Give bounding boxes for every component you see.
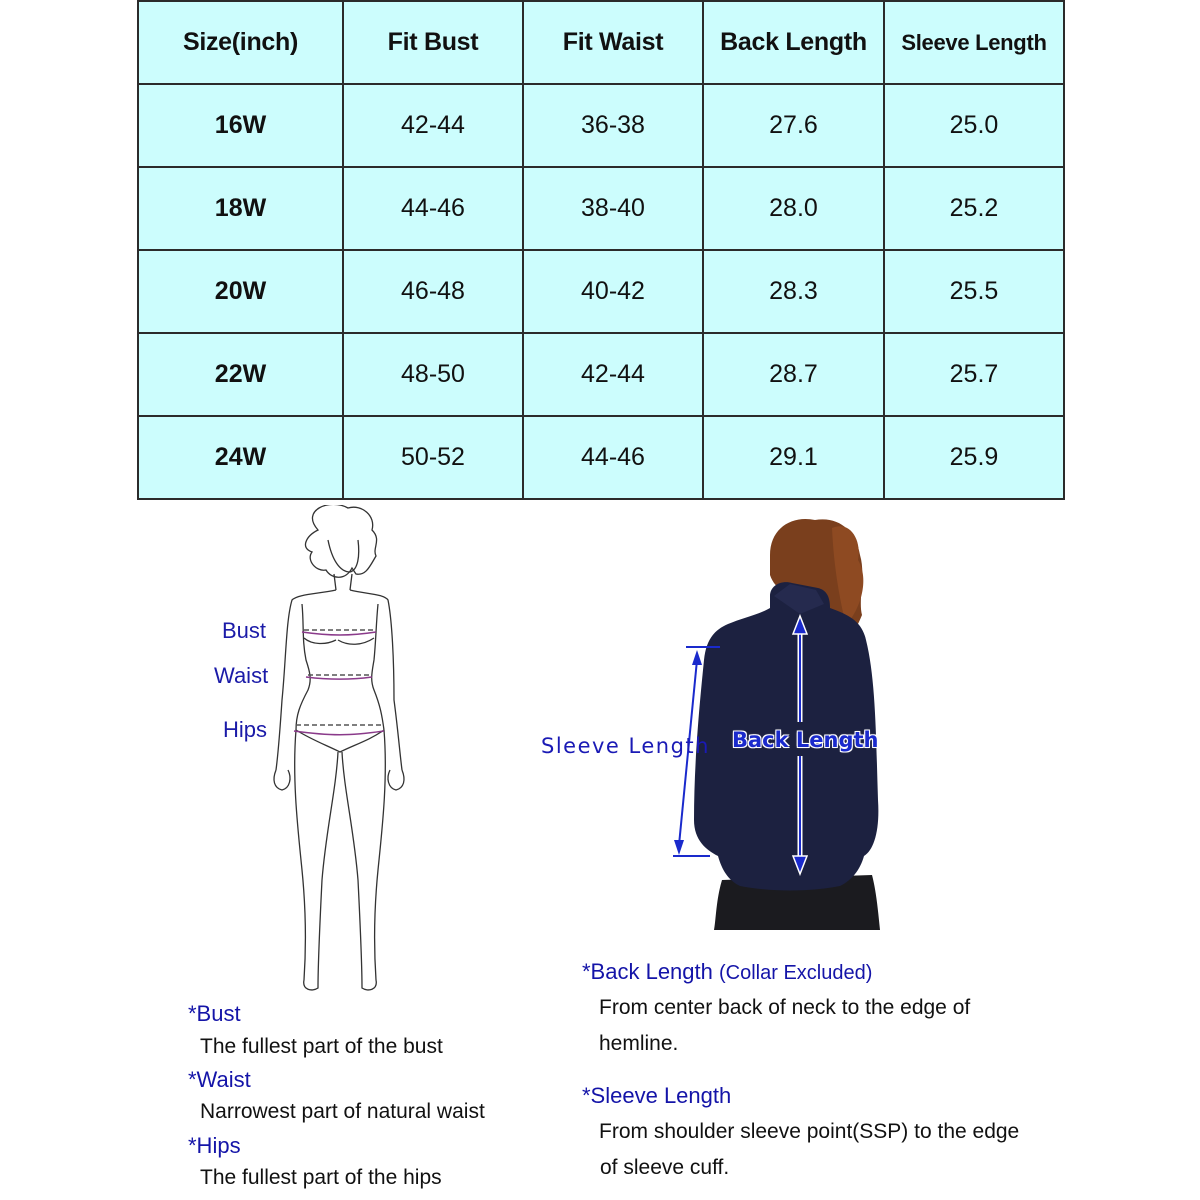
cell-fit-waist: 38-40 xyxy=(523,167,703,250)
cell-back-length: 27.6 xyxy=(703,84,884,167)
header-fit-bust: Fit Bust xyxy=(343,1,523,84)
cell-back-length: 29.1 xyxy=(703,416,884,499)
back-length-definition-line-2: hemline. xyxy=(599,1032,679,1055)
cell-size: 16W xyxy=(138,84,343,167)
back-length-definition-line-1: From center back of neck to the edge of xyxy=(599,996,971,1019)
sleeve-length-photo-label: Sleeve Length xyxy=(541,734,710,758)
hips-definition-title: *Hips xyxy=(188,1133,241,1158)
header-sleeve-length: Sleeve Length xyxy=(884,1,1064,84)
back-length-definition-subtitle: (Collar Excluded) xyxy=(719,962,873,984)
cell-fit-waist: 44-46 xyxy=(523,416,703,499)
waist-definition-text: Narrowest part of natural waist xyxy=(200,1100,485,1123)
table-row xyxy=(138,167,1064,250)
table-row xyxy=(138,84,1064,167)
hips-label: Hips xyxy=(223,717,268,742)
table-header-row xyxy=(138,1,1064,84)
cell-sleeve-length: 25.7 xyxy=(884,333,1064,416)
body-figure-illustration xyxy=(270,505,420,1000)
back-length-photo-label: Back Length xyxy=(732,728,879,752)
cell-sleeve-length: 25.2 xyxy=(884,167,1064,250)
cell-fit-bust: 42-44 xyxy=(343,84,523,167)
hips-definition-text: The fullest part of the hips xyxy=(200,1166,442,1189)
jacket-back-photo xyxy=(530,510,950,930)
cell-sleeve-length: 25.5 xyxy=(884,250,1064,333)
cell-fit-waist: 42-44 xyxy=(523,333,703,416)
size-chart-table xyxy=(137,0,1065,500)
cell-sleeve-length: 25.0 xyxy=(884,84,1064,167)
cell-fit-bust: 44-46 xyxy=(343,167,523,250)
cell-fit-bust: 50-52 xyxy=(343,416,523,499)
cell-back-length: 28.0 xyxy=(703,167,884,250)
table-row xyxy=(138,416,1064,499)
cell-fit-bust: 46-48 xyxy=(343,250,523,333)
waist-label: Waist xyxy=(214,663,269,688)
sleeve-length-definition-line-2: of sleeve cuff. xyxy=(600,1156,730,1179)
cell-fit-bust: 48-50 xyxy=(343,333,523,416)
sleeve-length-definition-title: *Sleeve Length xyxy=(582,1083,732,1108)
bust-definition-title: *Bust xyxy=(188,1001,241,1026)
bust-label: Bust xyxy=(222,618,267,643)
bust-definition-text: The fullest part of the bust xyxy=(200,1035,443,1058)
waist-definition-title: *Waist xyxy=(188,1067,251,1092)
cell-size: 22W xyxy=(138,333,343,416)
back-length-definition-title xyxy=(582,959,872,985)
back-length-definition-title-text: *Back Length xyxy=(582,959,713,984)
table-row xyxy=(138,333,1064,416)
cell-back-length: 28.3 xyxy=(703,250,884,333)
cell-fit-waist: 36-38 xyxy=(523,84,703,167)
cell-fit-waist: 40-42 xyxy=(523,250,703,333)
cell-back-length: 28.7 xyxy=(703,333,884,416)
header-size: Size(inch) xyxy=(138,1,343,84)
cell-size: 18W xyxy=(138,167,343,250)
header-fit-waist: Fit Waist xyxy=(523,1,703,84)
header-back-length: Back Length xyxy=(703,1,884,84)
cell-sleeve-length: 25.9 xyxy=(884,416,1064,499)
cell-size: 24W xyxy=(138,416,343,499)
cell-size: 20W xyxy=(138,250,343,333)
sleeve-length-definition-line-1: From shoulder sleeve point(SSP) to the edge xyxy=(599,1120,1020,1143)
table-row xyxy=(138,250,1064,333)
